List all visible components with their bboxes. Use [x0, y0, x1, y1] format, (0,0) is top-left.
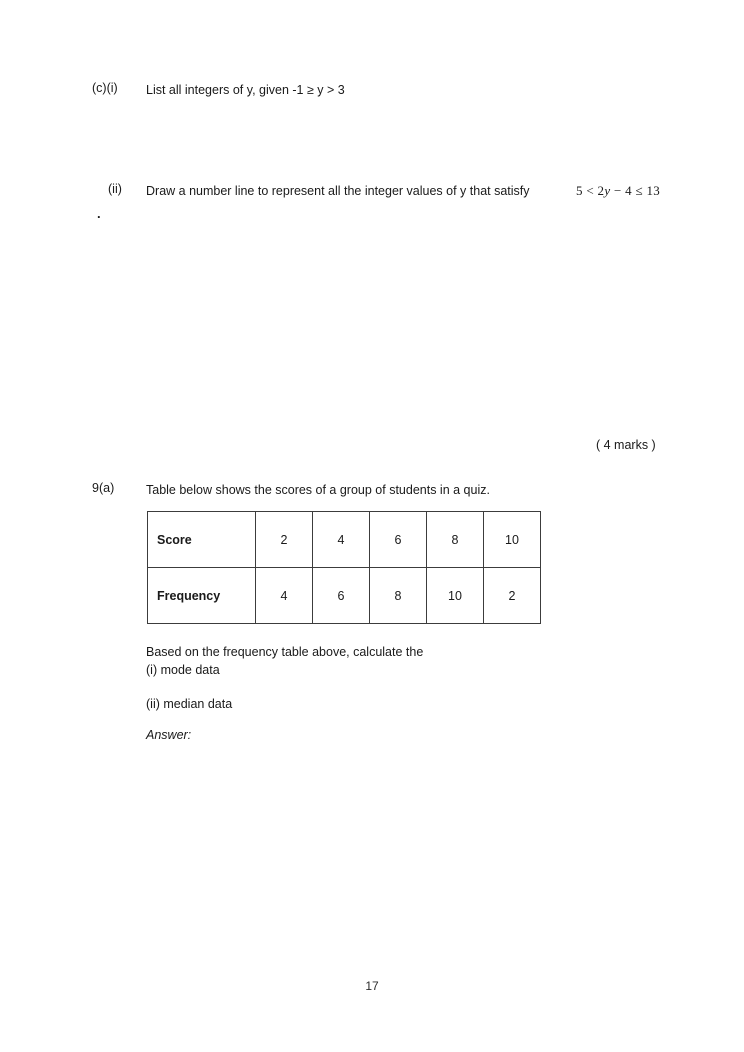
question-c-i-label: (c)(i) [92, 81, 118, 95]
marks-allocation: ( 4 marks ) [596, 438, 656, 452]
inequality-lhs: 5 < 2 [576, 183, 605, 198]
table-cell: 6 [313, 568, 370, 624]
question-c-i-text: List all integers of y, given -1 ≥ y > 3 [146, 83, 345, 97]
table-cell: 6 [370, 512, 427, 568]
table-cell: 8 [427, 512, 484, 568]
question-c-ii-text: Draw a number line to represent all the integer values of y that satisfy [146, 184, 530, 198]
table-cell: 4 [256, 568, 313, 624]
answer-label: Answer: [146, 728, 192, 742]
table-cell: 2 [484, 568, 541, 624]
inequality-variable: y [604, 183, 611, 198]
frequency-table [147, 511, 541, 624]
table-cell: 4 [313, 512, 370, 568]
table-row [148, 568, 541, 624]
calculation-instruction: Based on the frequency table above, calculate the [146, 645, 424, 659]
sub-item-mode: (i) mode data [146, 663, 220, 677]
question-9a-text: Table below shows the scores of a group of students in a quiz. [146, 483, 490, 497]
sub-item-median: (ii) median data [146, 697, 233, 711]
inequality-rhs: − 4 ≤ 13 [610, 183, 661, 198]
question-c-ii-label: (ii) [108, 182, 122, 196]
table-row [148, 512, 541, 568]
table-row-header: Frequency [148, 568, 256, 624]
question-9a-label: 9(a) [92, 481, 115, 495]
table-row-header: Score [148, 512, 256, 568]
inequality-expression [576, 183, 660, 199]
table-cell: 8 [370, 568, 427, 624]
page-number: 17 [365, 979, 379, 993]
stray-period-mark: . [97, 206, 101, 221]
table-cell: 10 [427, 568, 484, 624]
table-cell: 2 [256, 512, 313, 568]
table-cell: 10 [484, 512, 541, 568]
